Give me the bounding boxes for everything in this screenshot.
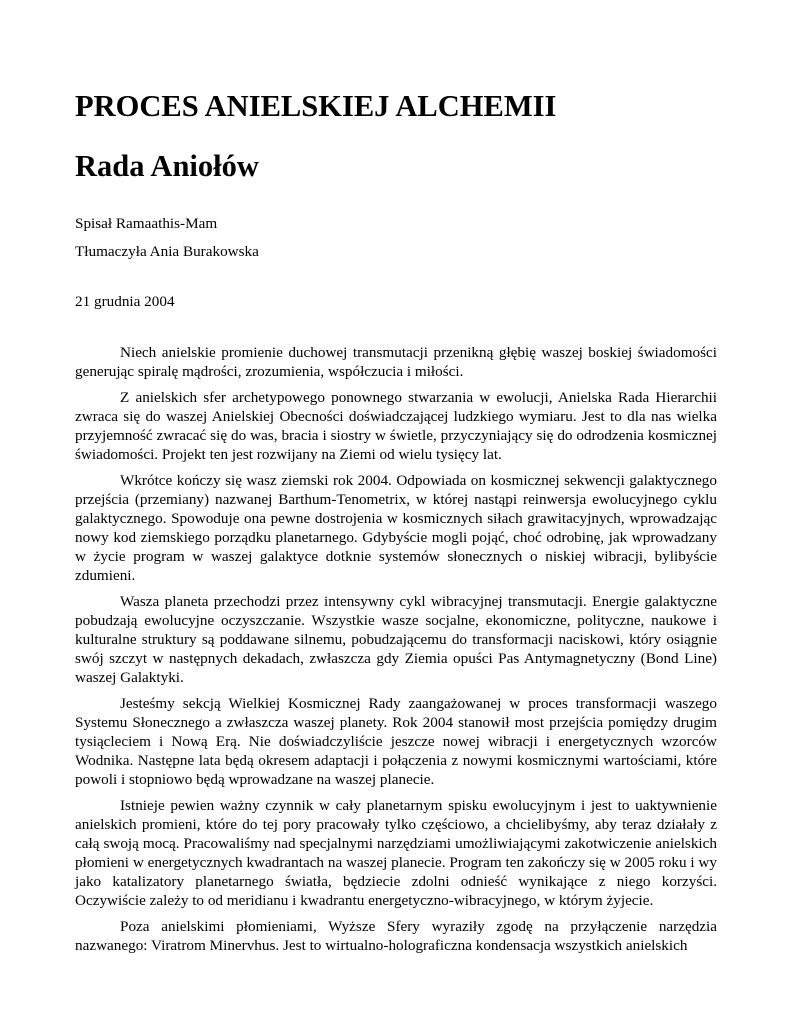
date-line: 21 grudnia 2004: [75, 293, 175, 310]
author-line: Spisał Ramaathis-Mam: [75, 215, 218, 232]
document-body: [75, 343, 717, 962]
document-subtitle: Rada Aniołów: [75, 149, 259, 183]
document-title: PROCES ANIELSKIEJ ALCHEMII: [75, 89, 557, 123]
paragraph: Niech anielskie promienie duchowej transmutacji przenikną głębię waszej boskiej świadomości generując spiralę mądrości, zrozumienia, współczucia i miłości.: [75, 344, 717, 380]
paragraph: Wkrótce kończy się wasz ziemski rok 2004. Odpowiada on kosmicznej sekwencji galaktycznego przejścia (przemiany) nazwanej Barthum-Tenometrix, w której nastąpi reinwersja ewolucyjnego cyklu galaktycznego. Spowoduje ona pewne dostrojenia w kosmicznych siłach grawitacyjnych, wprowadzając nowy kod ziemskiego porządku planetarnego. Gdybyście mogli pojąć, choć odrobinę, jak wprowadzany w życie program w waszej galaktyce dotknie systemów słonecznych o niskiej wibracji, bylibyście zdumieni.: [75, 472, 717, 584]
paragraph: Poza anielskimi płomieniami, Wyższe Sfery wyraziły zgodę na przyłączenie narzędzia nazwanego: Viratrom Minervhus. Jest to wirtualno-holograficzna kondensacja wszystkich anielskich: [75, 918, 717, 954]
paragraph: Z anielskich sfer archetypowego ponownego stwarzania w ewolucji, Anielska Rada Hierarchii zwraca się do waszej Anielskiej Obecności doświadczającej ludzkiego wymiaru. Jest to dla nas wielka przyjemność zwracać się do was, bracia i siostry w świetle, przyczyniający się do odrodzenia kosmicznej świadomości. Projekt ten jest rozwijany na Ziemi od wielu tysięcy lat.: [75, 389, 717, 463]
paragraph: Wasza planeta przechodzi przez intensywny cykl wibracyjnej transmutacji. Energie galaktyczne pobudzają ewolucyjne oczyszczanie. Wszystkie wasze socjalne, ekonomiczne, polityczne, naukowe i kulturalne struktury są poddawane silnemu, pobudzającemu do transformacji naciskowi, który osiągnie swój szczyt w następnych dekadach, zwłaszcza gdy Ziemia opuści Pas Antymagnetyczny (Bond Line) waszej Galaktyki.: [75, 593, 717, 686]
paragraph: Istnieje pewien ważny czynnik w cały planetarnym spisku ewolucyjnym i jest to uaktywnienie anielskich promieni, które do tej pory pracowały tylko częściowo, a chcielibyśmy, aby teraz działały z całą swoją mocą. Pracowaliśmy nad specjalnymi narzędziami umożliwiającymi zakotwiczenie anielskich płomieni w energetycznych kwadrantach na waszej planecie. Program ten zakończy się w 2005 roku i wy jako katalizatory planetarnego światła, będziecie zdolni odnieść wynikające z niego korzyści. Oczywiście zależy to od meridianu i kwadrantu energetyczno-wibracyjnego, w którym żyjecie.: [75, 797, 717, 909]
paragraph: Jesteśmy sekcją Wielkiej Kosmicznej Rady zaangażowanej w proces transformacji waszego Systemu Słonecznego a zwłaszcza waszej planety. Rok 2004 stanowił most przejścia pomiędzy drugim tysiącleciem i Nową Erą. Nie doświadczyliście jeszcze nowej wibracji i energetycznych wzorców Wodnika. Następne lata będą okresem adaptacji i połączenia z nowymi kosmicznymi wartościami, które powoli i stopniowo będą wprowadzane na waszej planecie.: [75, 695, 717, 788]
translator-line: Tłumaczyła Ania Burakowska: [75, 243, 259, 260]
